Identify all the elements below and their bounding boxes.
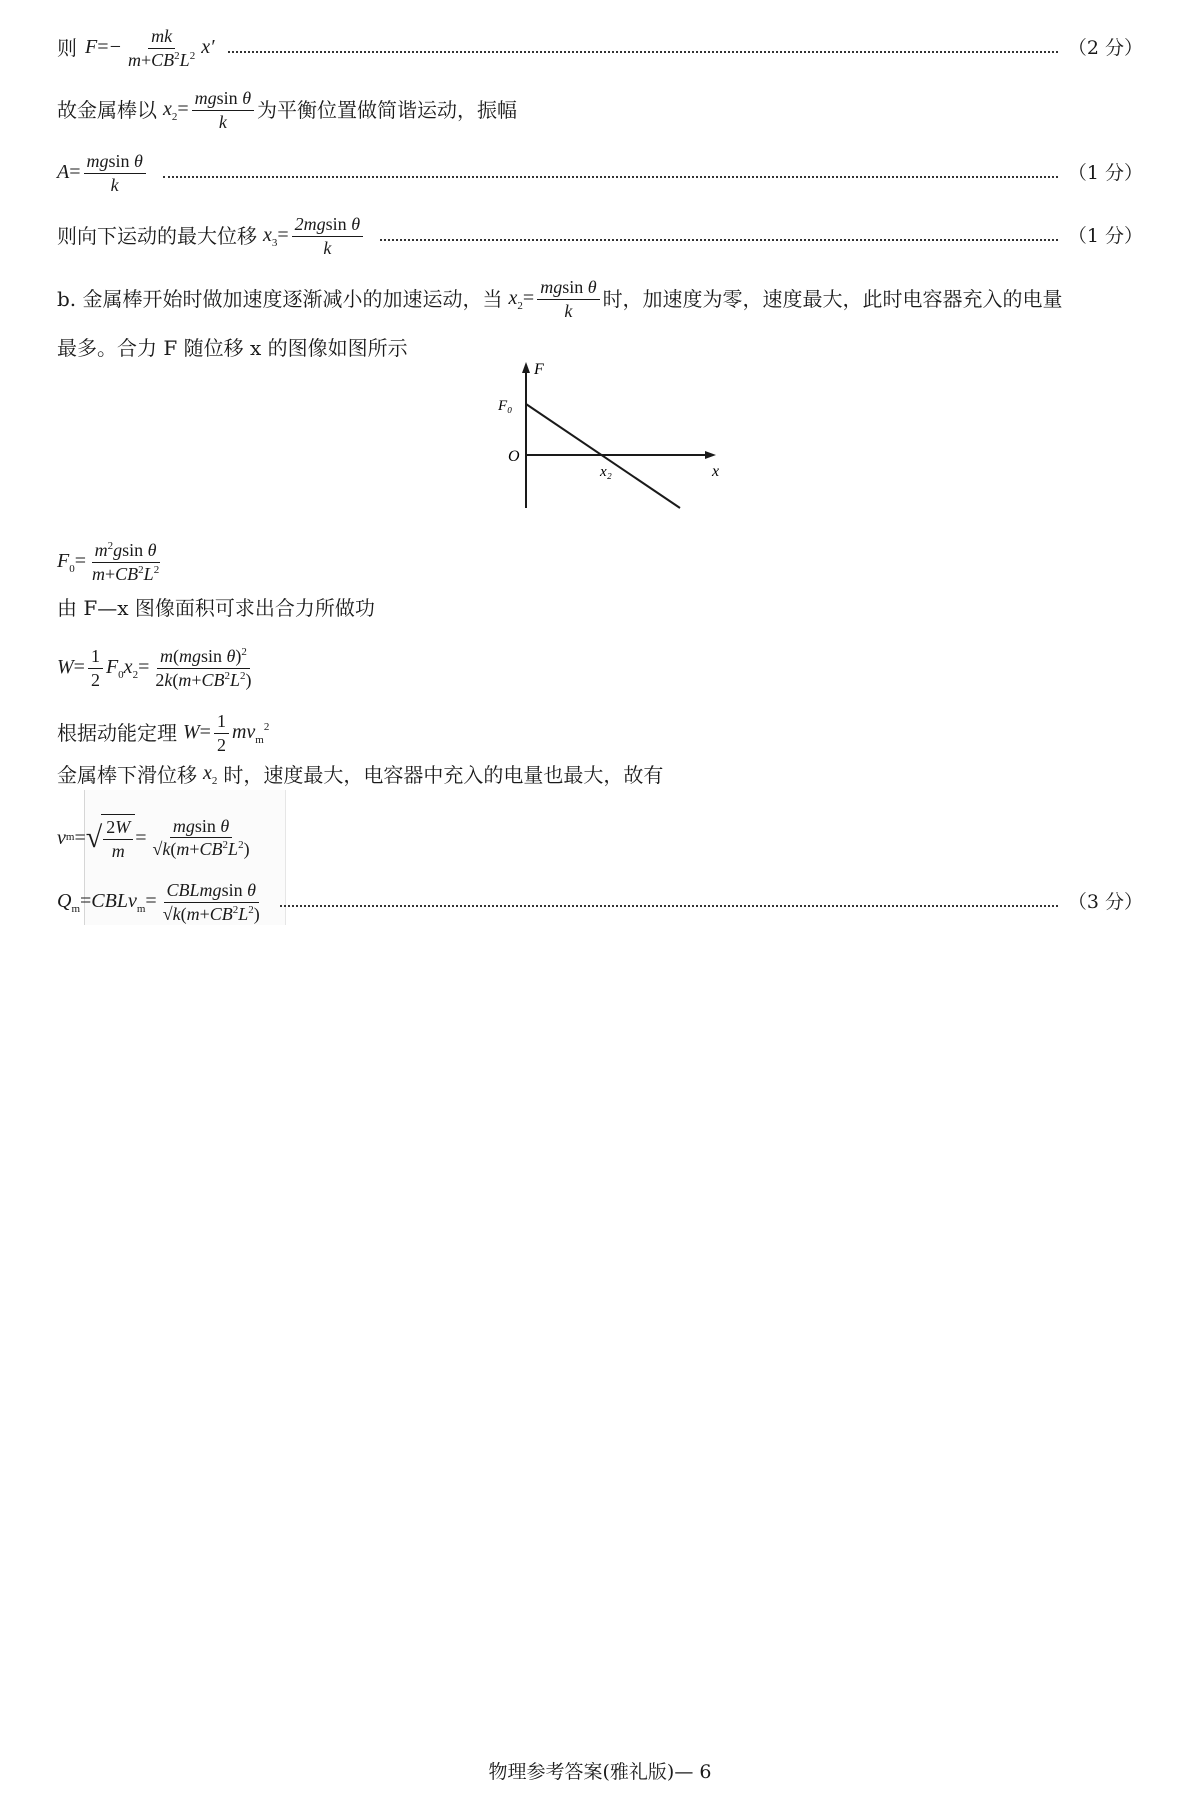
line-prefix: 根据动能定理	[57, 721, 177, 746]
dot-leader	[380, 239, 1058, 241]
max-displacement-line	[57, 214, 1143, 258]
x-axis-arrow	[705, 451, 716, 459]
force-formula: F=− $\frac{mk}{m+CB^2L^2}$ x′	[85, 26, 215, 70]
line-prefix: 则	[57, 36, 77, 61]
x-intercept-label: x₂	[600, 464, 612, 480]
force-equation-line	[57, 26, 1143, 70]
line-suffix: 时，加速度为零，速度最大，此时电容器充入的电量	[602, 287, 1063, 312]
max-charge-formula: $Q_m=CBLv_m=$ $\frac{\text{CBLmgsin θ}}{√k(m+CB^2L^2)}$	[57, 880, 260, 924]
x-axis-label: x	[712, 463, 720, 480]
work-intro-text: 由 F—x 图像面积可求出合力所做功	[57, 596, 375, 620]
max-displacement-formula: $x_3=$ $\frac{\text{2mgsin θ}}{k}$	[263, 214, 366, 258]
line-suffix: 为平衡位置做简谐运动，振幅	[257, 98, 518, 123]
max-charge-line	[57, 880, 1143, 924]
x2-formula: $x_2=$ $\frac{\text{mgsin θ}}{k}$	[509, 277, 603, 321]
y-axis-label: F	[534, 361, 544, 378]
score-label: （1 分）	[1067, 224, 1143, 247]
y-axis-arrow	[522, 362, 530, 373]
dot-leader	[228, 51, 1057, 53]
max-velocity-intro-line	[57, 761, 1143, 788]
kinetic-energy-line	[57, 711, 1143, 755]
f0-line	[57, 540, 1143, 584]
work-formula: W= $\frac{1}{2}$ $F_0x_2=$ $\frac{m(mgsin \theta)^2}{2k(m+CB^2L^2)}$	[57, 646, 252, 690]
equilibrium-formula: $x_2=$ $\frac{\text{mgsin θ}}{k}$	[163, 88, 257, 132]
max-velocity-formula: v m = √ $\frac{2W}{m}$ = $\frac{\text{mgsin θ}}{√k(m+CB^2L^2)}$	[57, 815, 250, 861]
kinetic-energy-formula: W= $\frac{1}{2}$ $mv_m^2$	[183, 711, 270, 755]
work-line	[57, 646, 1143, 690]
dot-leader	[280, 905, 1058, 907]
equilibrium-line	[57, 88, 1143, 132]
dot-leader	[163, 176, 1058, 178]
part-b-line	[57, 277, 1143, 321]
line-prefix: b. 金属棒开始时做加速度逐渐减小的加速运动，当	[57, 287, 503, 312]
line-prefix: 故金属棒以	[57, 98, 157, 123]
graph-intro-text: 最多。合力 F 随位移 x 的图像如图所示	[57, 336, 408, 360]
x2-symbol: $x_2$	[203, 762, 218, 787]
score-label: （1 分）	[1067, 161, 1143, 184]
amplitude-line	[57, 151, 1143, 195]
score-label: （2 分）	[1067, 36, 1143, 59]
page-footer: 物理参考答案(雅礼版)— 6	[488, 1761, 712, 1783]
force-displacement-graph	[480, 360, 740, 510]
score-label: （3 分）	[1067, 890, 1143, 913]
amplitude-formula: A= $\frac{\text{mgsin θ}}{k}$	[57, 151, 149, 195]
line-suffix: 时，速度最大，电容器中充入的电量也最大，故有	[223, 762, 664, 787]
line-prefix: 金属棒下滑位移	[57, 762, 197, 787]
f0-formula: $F_0=$ $\frac{m^2gsin \theta}{m+CB^2L^2}$	[57, 540, 160, 584]
origin-label: O	[508, 448, 520, 465]
max-velocity-line	[57, 814, 1143, 861]
y-intercept-label: F₀	[498, 398, 513, 414]
line-prefix: 则向下运动的最大位移	[57, 224, 257, 249]
